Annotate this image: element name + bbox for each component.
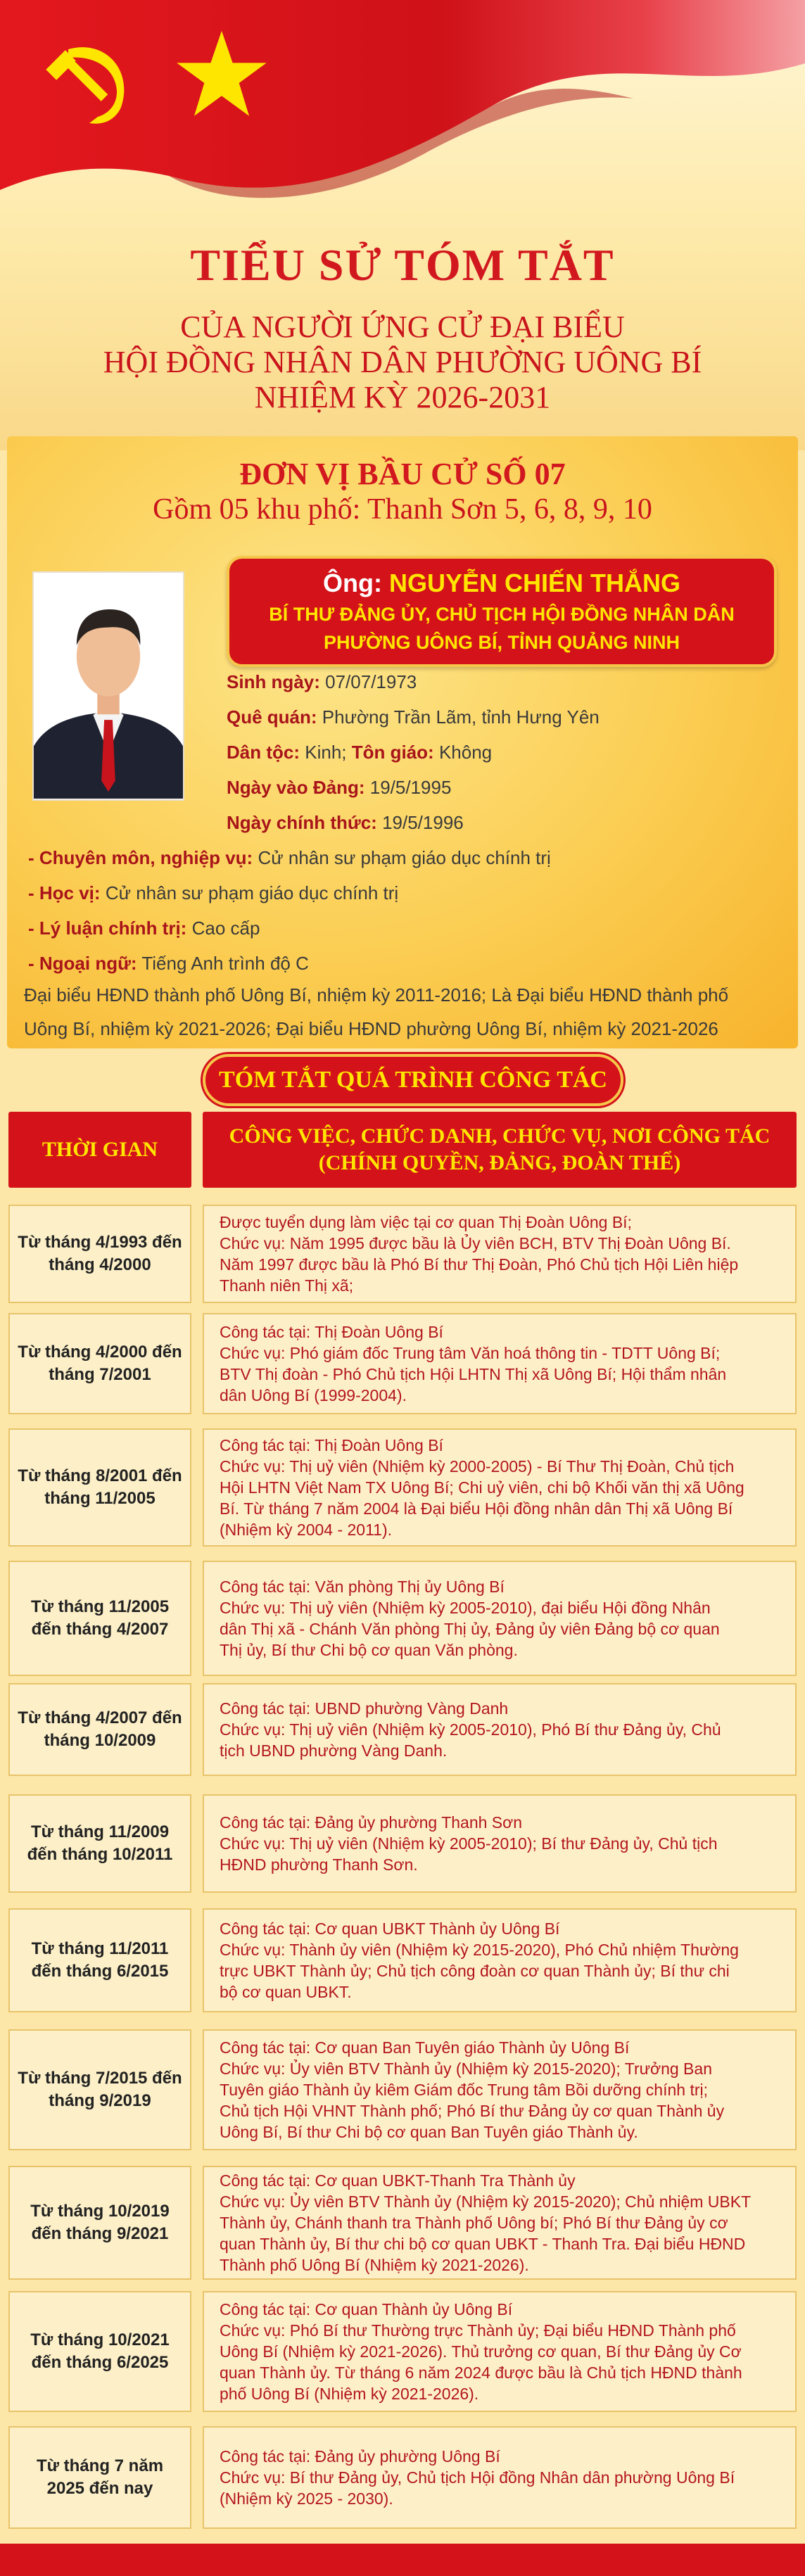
candidate-name-line (229, 569, 774, 598)
page-title: TIỂU SỬ TÓM TẮT (190, 240, 615, 290)
table-row-time: Từ tháng 11/2009 đến tháng 10/2011 (8, 1794, 191, 1893)
work-line: Chức vụ: Ủy viên BTV Thành ủy (Nhiệm kỳ 2015-2020); Trưởng Ban (220, 2060, 712, 2078)
work-line: Chức vụ: Thị uỷ viên (Nhiệm kỳ 2005-2010); Bí thư Đảng ủy, Chủ tịch (220, 1834, 718, 1853)
work-line: Hội LHTN Việt Nam TX Uông Bí; Chi uỷ viên, chi bộ Khối văn thị xã Uông (220, 1478, 744, 1497)
subtitle-line-3: NHIỆM KỲ 2026-2031 (254, 380, 551, 414)
work-line: (Nhiệm kỳ 2004 - 2011). (220, 1521, 393, 1539)
table-row-work (203, 2426, 797, 2529)
table-row-work (203, 1205, 797, 1303)
work-line: BTV Thị đoàn - Phó Chủ tịch Hội LHTN Thị xã Uông Bí; Hội thẩm nhân (220, 1365, 727, 1383)
work-line: Công tác tại: Văn phòng Thị ủy Uông Bí (220, 1578, 505, 1596)
work-line: tịch UBND phường Vàng Danh. (220, 1741, 448, 1760)
table-row-time: Từ tháng 7/2015 đến tháng 9/2019 (8, 2029, 191, 2150)
work-line: Tuyên giáo Thành ủy kiêm Giám đốc Trung tâm Bồi dưỡng chính trị; (220, 2081, 708, 2099)
work-line: dân Uông Bí (1999-2004). (220, 1386, 407, 1404)
portrait-graphic (34, 573, 183, 799)
table-row-time: Từ tháng 4/2007 đến tháng 10/2009 (8, 1683, 191, 1776)
work-line: Thị ủy, Bí thư Chi bộ cơ quan Văn phòng. (220, 1641, 518, 1659)
work-line: dân Thị xã - Chánh Văn phòng Thị ủy, Đảng ủy viên Đảng bộ cơ quan (220, 1620, 720, 1638)
work-line: Chức vụ: Thành ủy viên (Nhiệm kỳ 2015-2020), Phó Chủ nhiệm Thường (220, 1941, 739, 1959)
footer-bar (0, 2544, 805, 2576)
info-birth: Sinh ngày: 07/07/1973 (227, 671, 417, 692)
hammer-sickle-icon (37, 28, 142, 134)
work-line: Uông Bí (Nhiệm kỳ 2021-2026). Thủ trưởng cơ quan, Bí thư Đảng ủy Cơ (220, 2342, 742, 2361)
constituency-title: ĐƠN VỊ BẦU CỬ SỐ 07 (239, 457, 566, 491)
name-prefix: Ông: (322, 569, 382, 597)
info-hometown: Quê quán: Phường Trần Lãm, tỉnh Hưng Yên (227, 706, 600, 728)
work-line: Bí. Từ tháng 7 năm 2004 là Đại biểu Hội đồng nhân dân Thị xã Uông Bí (220, 1499, 733, 1518)
info-degree: - Học vị: Cử nhân sư phạm giáo dục chính trị (28, 882, 399, 903)
work-line: Thành ủy, Chánh thanh tra Thành phố Uông bí; Phó Bí thư Đảng ủy cơ (220, 2214, 728, 2232)
work-line: Công tác tại: Cơ quan Thành ủy Uông Bí (220, 2300, 513, 2318)
table-row-time: Từ tháng 4/1993 đến tháng 4/2000 (8, 1205, 191, 1303)
info-ethnic-religion: Dân tộc: Kinh; Tôn giáo: Không (227, 742, 493, 763)
table-row-work (203, 1313, 797, 1414)
work-line: quan Thành ủy, Bí thư chi bộ cơ quan UBKT - Thanh Tra. Đại biểu HĐND (220, 2235, 746, 2253)
work-line: phố Uông Bí (Nhiệm kỳ 2021-2026). (220, 2385, 479, 2403)
work-line: Công tác tại: UBND phường Vàng Danh (220, 1699, 509, 1718)
work-line: Thanh niên Thị xã; (220, 1276, 354, 1295)
table-header-work: CÔNG VIỆC, CHỨC DANH, CHỨC VỤ, NƠI CÔNG TÁC (CHÍNH QUYỀN, ĐẢNG, ĐOÀN THỂ) (203, 1112, 797, 1188)
table-row-time: Từ tháng 10/2021 đến tháng 6/2025 (8, 2291, 191, 2412)
star-icon (176, 28, 267, 120)
candidate-name-box (227, 556, 777, 667)
work-line: Công tác tại: Đảng ủy phường Thanh Sơn (220, 1813, 523, 1832)
work-line: Năm 1997 được bầu là Phó Bí thư Thị Đoàn, Phó Chủ tịch Hội Liên hiệp (220, 1255, 739, 1274)
work-line: Được tuyển dụng làm việc tại cơ quan Thị Đoàn Uông Bí; (220, 1213, 632, 1231)
table-row-time: Từ tháng 11/2011 đến tháng 6/2015 (8, 1908, 191, 2012)
candidate-role-2: PHƯỜNG UÔNG BÍ, TỈNH QUẢNG NINH (324, 632, 680, 653)
table-row-work (203, 1908, 797, 2012)
work-line: Chức vụ: Bí thư Đảng ủy, Chủ tịch Hội đồng Nhân dân phường Uông Bí (220, 2468, 735, 2487)
info-party-date: Ngày vào Đảng: 19/5/1995 (227, 777, 452, 798)
work-line: quan Thành ủy. Từ tháng 6 năm 2024 được bầu là Chủ tịch HĐND thành (220, 2364, 742, 2382)
delegate-history-1: Đại biểu HĐND thành phố Uông Bí, nhiệm kỳ 2011-2016; Là Đại biểu HĐND thành phố (24, 984, 729, 1005)
work-line: bộ cơ quan UBKT. (220, 1983, 352, 2001)
table-row-time: Từ tháng 8/2001 đến tháng 11/2005 (8, 1428, 191, 1547)
table-row-time: Từ tháng 11/2005 đến tháng 4/2007 (8, 1561, 191, 1676)
info-major: - Chuyên môn, nghiệp vụ: Cử nhân sư phạm giáo dục chính trị (28, 847, 551, 868)
table-header-time: THỜI GIAN (8, 1112, 191, 1188)
work-line: Chức vụ: Năm 1995 được bầu là Ủy viên BCH, BTV Thị Đoàn Uông Bí. (220, 1234, 731, 1252)
work-line: Công tác tại: Cơ quan Ban Tuyên giáo Thành ủy Uông Bí (220, 2038, 630, 2057)
table-row-work (203, 1561, 797, 1676)
work-line: Chức vụ: Phó Bí thư Thường trực Thành ủy; Đại biểu HĐND Thành phố (220, 2321, 736, 2340)
work-line: (Nhiệm kỳ 2025 - 2030). (220, 2489, 393, 2508)
subtitle-line-1: CỦA NGƯỜI ỨNG CỬ ĐẠI BIỂU (180, 310, 625, 344)
work-line: Chức vụ: Thị uỷ viên (Nhiệm kỳ 2005-2010), Phó Bí thư Đảng ủy, Chủ (220, 1720, 721, 1739)
work-line: Chức vụ: Phó giám đốc Trung tâm Văn hoá thông tin - TDTT Uông Bí; (220, 1344, 721, 1362)
info-politics: - Lý luận chính trị: Cao cấp (28, 918, 260, 939)
work-line: Thành phố Uông Bí (Nhiệm kỳ 2021-2026). (220, 2256, 529, 2274)
work-line: Công tác tại: Đảng ủy phường Uông Bí (220, 2447, 500, 2466)
info-language: - Ngoại ngữ: Tiếng Anh trình độ C (28, 953, 309, 974)
table-row-work (203, 2166, 797, 2280)
constituency-subtitle: Gồm 05 khu phố: Thanh Sơn 5, 6, 8, 9, 10 (153, 493, 652, 526)
candidate-role-1: BÍ THƯ ĐẢNG ỦY, CHỦ TỊCH HỘI ĐỒNG NHÂN DÂN (269, 604, 735, 625)
work-line: Chủ tịch Hội VHNT Thành phố; Phó Bí thư Đảng ủy cơ quan Thành ủy (220, 2102, 725, 2120)
work-line: Công tác tại: Thị Đoàn Uông Bí (220, 1436, 443, 1454)
work-line: trực UBKT Thành ủy; Chủ tịch công đoàn cơ quan Thành ủy; Bí thư chi (220, 1962, 730, 1980)
subtitle-line-2: HỘI ĐỒNG NHÂN DÂN PHƯỜNG UÔNG BÍ (103, 345, 702, 379)
work-line: Công tác tại: Cơ quan UBKT-Thanh Tra Thành ủy (220, 2171, 576, 2190)
table-row-time: Từ tháng 4/2000 đến tháng 7/2001 (8, 1313, 191, 1414)
table-row-work (203, 2291, 797, 2412)
section-title: TÓM TẮT QUÁ TRÌNH CÔNG TÁC (203, 1054, 623, 1106)
work-line: HĐND phường Thanh Sơn. (220, 1855, 418, 1874)
table-row-work (203, 1794, 797, 1893)
info-official-date: Ngày chính thức: 19/5/1996 (227, 812, 464, 833)
table-row-time: Từ tháng 10/2019 đến tháng 9/2021 (8, 2166, 191, 2280)
work-line: Chức vụ: Thị uỷ viên (Nhiệm kỳ 2005-2010), đại biểu Hội đồng Nhân (220, 1599, 711, 1617)
table-row-time: Từ tháng 7 năm 2025 đến nay (8, 2426, 191, 2529)
work-line: Chức vụ: Ủy viên BTV Thành ủy (Nhiệm kỳ 2015-2020); Chủ nhiệm UBKT (220, 2193, 752, 2211)
candidate-name: NGUYỄN CHIẾN THẮNG (388, 569, 681, 597)
table-row-work (203, 2029, 797, 2150)
table-row-work (203, 1428, 797, 1547)
work-line: Uông Bí, Bí thư Chi bộ cơ quan Ban Tuyên giáo Thành ủy. (220, 2123, 638, 2141)
work-line: Chức vụ: Thị uỷ viên (Nhiệm kỳ 2000-2005) - Bí Thư Thị Đoàn, Chủ tịch (220, 1457, 735, 1476)
work-line: Công tác tại: Thị Đoàn Uông Bí (220, 1323, 443, 1341)
work-line: Công tác tại: Cơ quan UBKT Thành ủy Uông Bí (220, 1920, 560, 1938)
candidate-photo (32, 571, 184, 801)
delegate-history-2: Uông Bí, nhiệm kỳ 2021-2026; Đại biểu HĐND phường Uông Bí, nhiệm kỳ 2021-2026 (24, 1018, 718, 1039)
table-row-work (203, 1683, 797, 1776)
